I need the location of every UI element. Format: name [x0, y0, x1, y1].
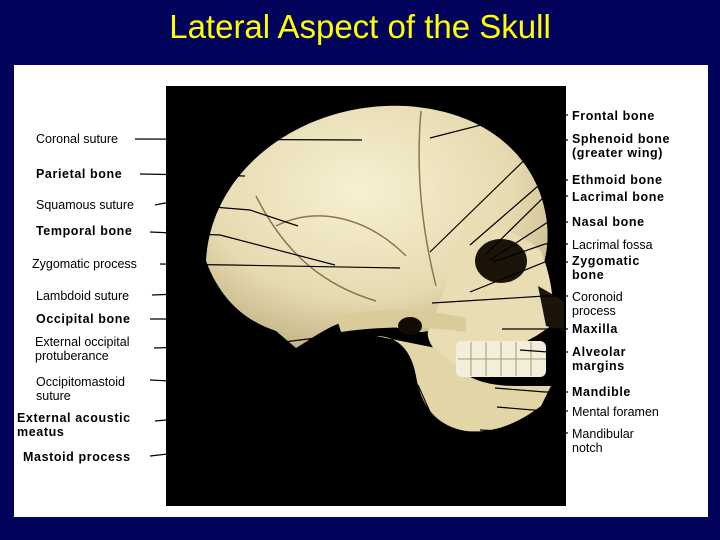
label-line: Alveolar: [572, 345, 627, 359]
label-alveolar-margins: [572, 345, 626, 373]
label-line: condyle: [202, 475, 254, 489]
label-line: Coronoid: [572, 290, 623, 304]
label-nasal-bone: Nasal bone: [572, 215, 645, 229]
label-styloid-process: [342, 455, 386, 483]
label-mandibular-angle: Mandibular angle: [453, 483, 549, 497]
label-mental-foramen: Mental foramen: [572, 405, 659, 419]
label-ethmoid-bone: Ethmoid bone: [572, 173, 663, 187]
label-mastoid-process: Mastoid process: [23, 450, 131, 464]
label-temporal-bone: Temporal bone: [36, 224, 133, 238]
label-lacrimal-fossa: Lacrimal fossa: [572, 238, 653, 252]
label-line: Zygomatic: [572, 254, 640, 268]
label-line: margins: [572, 359, 625, 373]
label-coronal-suture: Coronal suture: [36, 132, 118, 146]
label-line: Occipitomastoid: [36, 375, 125, 389]
label-squamous-suture: Squamous suture: [36, 198, 134, 212]
label-zygomatic-bone: [572, 254, 640, 282]
label-mandibular-condyle: [202, 461, 275, 489]
label-parietal-bone: Parietal bone: [36, 167, 123, 181]
label-line: Sphenoid bone: [572, 132, 671, 146]
label-line: Mandibular: [202, 461, 275, 475]
label-line: (greater wing): [572, 146, 664, 160]
label-zygomatic-process: Zygomatic process: [32, 257, 137, 271]
label-line: process: [342, 469, 386, 483]
label-lacrimal-bone: Lacrimal bone: [572, 190, 665, 204]
label-sphenoid-bone: [572, 132, 670, 160]
page-title: Lateral Aspect of the Skull: [169, 8, 551, 45]
label-line: process: [572, 304, 616, 318]
label-maxilla: Maxilla: [572, 322, 618, 336]
label-occipitomastoid-suture: [36, 375, 125, 403]
label-coronoid-process: [572, 290, 623, 318]
label-line: Styloid: [342, 455, 380, 469]
label-line: notch: [572, 441, 603, 455]
label-line: suture: [36, 389, 71, 403]
label-line: meatus: [17, 425, 65, 439]
label-occipital-bone: Occipital bone: [36, 312, 131, 326]
label-line: protuberance: [35, 349, 109, 363]
label-lambdoid-suture: Lambdoid suture: [36, 289, 130, 303]
label-external-occipital-protuberance: [35, 335, 130, 363]
label-external-acoustic-meatus: [17, 411, 131, 439]
label-line: External occipital: [35, 335, 130, 349]
label-line: bone: [572, 268, 605, 282]
label-mandible: Mandible: [572, 385, 631, 399]
label-mandibular-ramus: Mandibular ramus: [453, 463, 554, 477]
label-frontal-bone: Frontal bone: [572, 109, 655, 123]
label-line: Mandibular: [572, 427, 634, 441]
label-mandibular-notch: [572, 427, 634, 455]
label-line: External acoustic: [17, 411, 131, 425]
